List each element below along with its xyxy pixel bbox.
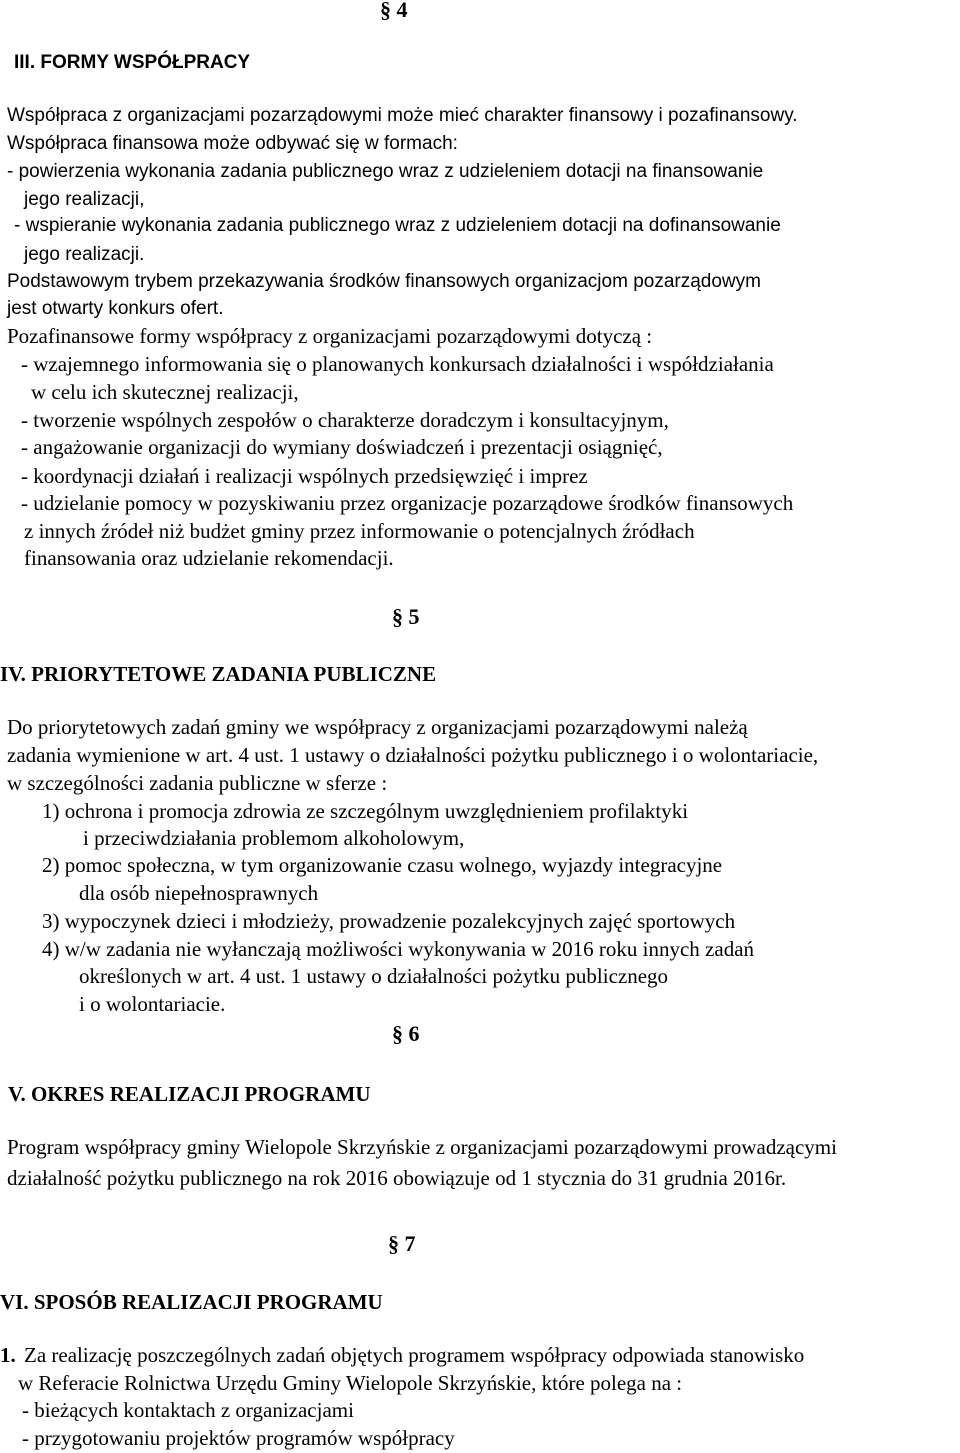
section-heading-iv: IV. PRIORYTETOWE ZADANIA PUBLICZNE [0,662,437,686]
section-mark-4: § 4 [380,0,408,22]
list-item: - powierzenia wykonania zadania publicznego wraz z udzieleniem dotacji na finansowanie [7,161,764,182]
list-item: - koordynacji działań i realizacji wspólnych przedsięwzięć i imprez [21,464,588,488]
paragraph-line: Podstawowym trybem przekazywania środków finansowych organizacjom pozarządowym [7,271,761,292]
list-item: - wspieranie wykonania zadania publicznego wraz z udzieleniem dotacji na dofinansowanie [14,215,781,236]
paragraph-line: w szczególności zadania publiczne w sferze : [7,771,388,795]
list-item: - angażowanie organizacji do wymiany doświadczeń i prezentacji osiągnięć, [21,435,663,459]
section-mark-5: § 5 [392,604,420,629]
paragraph-line: Za realizację poszczególnych zadań objętych programem współpracy odpowiada stanowisko [24,1343,805,1367]
numbered-item-continuation: i o wolontariacie. [79,992,226,1016]
paragraph-line: działalność pożytku publicznego na rok 2016 obowiązuje od 1 stycznia do 31 grudnia 2016r. [7,1166,787,1190]
list-item: - udzielanie pomocy w pozyskiwaniu przez organizacje pozarządowe środków finansowych [21,491,794,515]
paragraph-line: zadania wymienione w art. 4 ust. 1 ustawy o działalności pożytku publicznego i o wolontariacie, [7,743,819,767]
list-item: - przygotowaniu projektów programów współpracy [22,1426,455,1450]
list-item-continuation: jego realizacji, [24,189,145,210]
list-item-continuation: finansowania oraz udzielanie rekomendacji. [24,546,394,570]
list-item: - tworzenie wspólnych zespołów o charakterze doradczym i konsultacyjnym, [21,408,669,432]
paragraph-line: Współpraca z organizacjami pozarządowymi może mieć charakter finansowy i pozafinansowy. [7,105,798,126]
list-item: - bieżących kontaktach z organizacjami [22,1398,354,1422]
section-mark-6: § 6 [392,1021,420,1046]
paragraph-line: Pozafinansowe formy współpracy z organizacjami pozarządowymi dotyczą : [7,324,653,348]
numbered-item-continuation: i przeciwdziałania problemom alkoholowym, [83,826,465,850]
paragraph-line: Współpraca finansowa może odbywać się w formach: [7,133,458,154]
list-item-continuation: z innych źródeł niż budżet gminy przez informowanie o potencjalnych źródłach [24,519,695,543]
paragraph-line: w Referacie Rolnictwa Urzędu Gminy Wielopole Skrzyńskie, które polega na : [18,1371,683,1395]
paragraph-line: Do priorytetowych zadań gminy we współpracy z organizacjami pozarządowymi należą [7,715,748,739]
list-item: - wzajemnego informowania się o planowanych konkursach działalności i współdziałania [21,352,774,376]
numbered-item-continuation: określonych w art. 4 ust. 1 ustawy o działalności pożytku publicznego [79,964,669,988]
section-heading-iii: III. FORMY WSPÓŁPRACY [14,52,251,73]
paragraph-line: jest otwarty konkurs ofert. [7,298,224,319]
list-item-continuation: jego realizacji. [24,244,145,265]
section-heading-vi: VI. SPOSÓB REALIZACJI PROGRAMU [0,1290,383,1314]
section-heading-v: V. OKRES REALIZACJI PROGRAMU [8,1082,371,1106]
numbered-item: 2) pomoc społeczna, w tym organizowanie czasu wolnego, wyjazdy integracyjne [42,853,723,877]
paragraph-line: Program współpracy gminy Wielopole Skrzyńskie z organizacjami pozarządowymi prowadzącymi [7,1135,837,1159]
numbered-item-continuation: dla osób niepełnosprawnych [79,881,319,905]
list-item-continuation: w celu ich skutecznej realizacji, [31,380,299,404]
item-number: 1. [0,1343,16,1367]
section-mark-7: § 7 [388,1231,416,1256]
numbered-item: 4) w/w zadania nie wyłanczają możliwości wykonywania w 2016 roku innych zadań [42,937,755,961]
numbered-item: 3) wypoczynek dzieci i młodzieży, prowadzenie pozalekcyjnych zajęć sportowych [42,909,736,933]
numbered-item: 1) ochrona i promocja zdrowia ze szczególnym uwzględnieniem profilaktyki [42,799,689,823]
